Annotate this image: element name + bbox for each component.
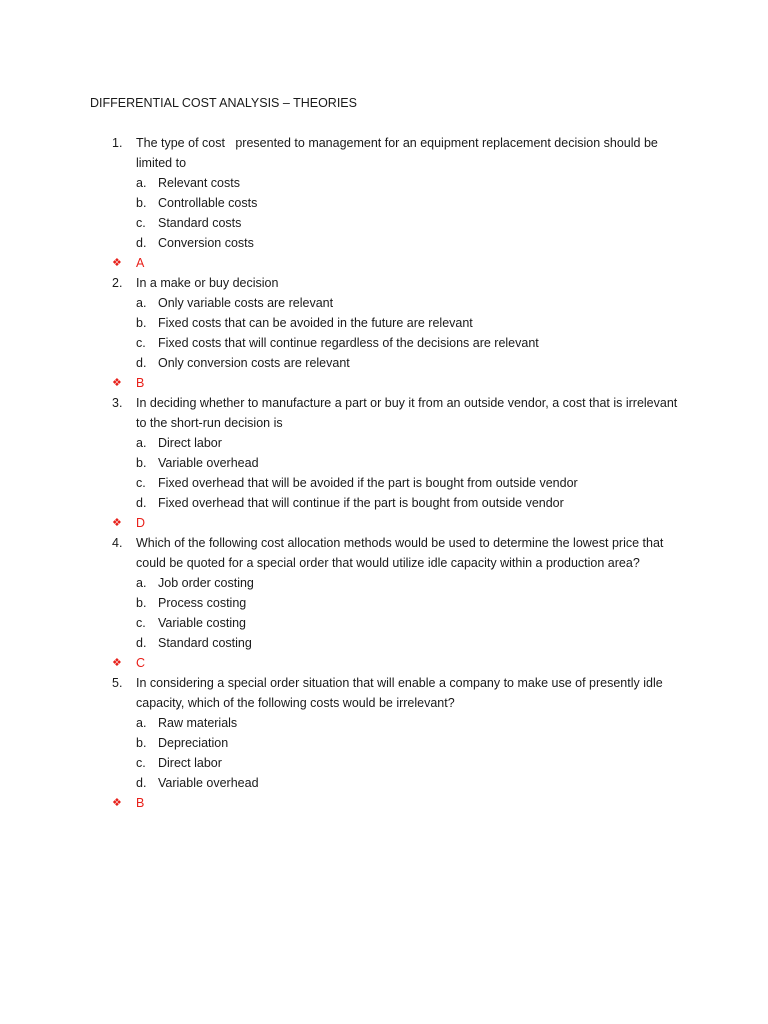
option-text: Process costing [158, 596, 247, 610]
option-a [0, 713, 768, 733]
answer-text: B [136, 376, 145, 390]
option-c [0, 613, 768, 633]
option-d [0, 773, 768, 793]
option-letter: b. [136, 736, 147, 750]
option-text: Standard costs [158, 216, 242, 230]
answer-text: A [136, 256, 145, 270]
option-d [0, 233, 768, 253]
diamond-bullet-icon: ❖ [112, 257, 122, 269]
option-text: Standard costing [158, 636, 252, 650]
option-text: Variable costing [158, 616, 247, 630]
option-c [0, 473, 768, 493]
question-text: In considering a special order situation that will enable a company to make use of presently idle capacity, which of the following costs would be irrelevant? [136, 676, 663, 710]
question-2 [0, 273, 768, 393]
option-text: Only variable costs are relevant [158, 296, 334, 310]
question-list [0, 133, 768, 813]
option-c [0, 333, 768, 353]
option-list [0, 293, 768, 373]
option-letter: a. [136, 576, 147, 590]
question-number: 2. [112, 276, 123, 290]
question-text: Which of the following cost allocation methods would be used to determine the lowest price that could be quoted for a special order that would utilize idle capacity within a production area? [136, 536, 664, 570]
diamond-bullet-icon: ❖ [112, 377, 122, 389]
option-text: Fixed overhead that will be avoided if the part is bought from outside vendor [158, 476, 578, 490]
question-number: 1. [112, 136, 123, 150]
question-stem [0, 393, 768, 433]
option-letter: a. [136, 716, 147, 730]
option-b [0, 593, 768, 613]
option-b [0, 453, 768, 473]
option-letter: b. [136, 196, 147, 210]
option-c [0, 213, 768, 233]
question-stem [0, 273, 768, 293]
option-letter: c. [136, 336, 146, 350]
option-d [0, 353, 768, 373]
option-a [0, 573, 768, 593]
answer-text: D [136, 516, 146, 530]
option-letter: c. [136, 756, 146, 770]
question-stem [0, 673, 768, 713]
option-letter: d. [136, 636, 147, 650]
option-a [0, 433, 768, 453]
option-letter: d. [136, 356, 147, 370]
option-letter: b. [136, 596, 147, 610]
answer-line [0, 793, 768, 813]
answer-line [0, 253, 768, 273]
question-text: In a make or buy decision [136, 276, 279, 290]
question-number: 3. [112, 396, 123, 410]
question-stem [0, 533, 768, 573]
option-text: Fixed costs that can be avoided in the future are relevant [158, 316, 473, 330]
option-list [0, 173, 768, 253]
option-letter: d. [136, 236, 147, 250]
question-text: In deciding whether to manufacture a part or buy it from an outside vendor, a cost that is irrelevant to the short-run decision is [136, 396, 678, 430]
option-text: Relevant costs [158, 176, 240, 190]
option-d [0, 633, 768, 653]
option-b [0, 733, 768, 753]
question-1 [0, 133, 768, 273]
option-d [0, 493, 768, 513]
question-5 [0, 673, 768, 813]
option-text: Variable overhead [158, 456, 259, 470]
option-letter: a. [136, 436, 147, 450]
option-a [0, 293, 768, 313]
option-text: Direct labor [158, 436, 222, 450]
question-3 [0, 393, 768, 533]
option-letter: d. [136, 776, 147, 790]
option-letter: a. [136, 176, 147, 190]
question-stem [0, 133, 768, 173]
option-c [0, 753, 768, 773]
option-text: Job order costing [158, 576, 254, 590]
option-b [0, 193, 768, 213]
option-b [0, 313, 768, 333]
answer-line [0, 373, 768, 393]
option-letter: d. [136, 496, 147, 510]
option-letter: c. [136, 216, 146, 230]
option-text: Only conversion costs are relevant [158, 356, 350, 370]
option-list [0, 713, 768, 793]
question-number: 5. [112, 676, 123, 690]
option-letter: c. [136, 616, 146, 630]
option-letter: a. [136, 296, 147, 310]
question-4 [0, 533, 768, 673]
diamond-bullet-icon: ❖ [112, 797, 122, 809]
option-text: Conversion costs [158, 236, 254, 250]
option-text: Raw materials [158, 716, 238, 730]
option-text: Variable overhead [158, 776, 259, 790]
option-letter: b. [136, 316, 147, 330]
option-letter: b. [136, 456, 147, 470]
document-title: DIFFERENTIAL COST ANALYSIS – THEORIES [90, 96, 357, 110]
answer-text: B [136, 796, 145, 810]
option-text: Depreciation [158, 736, 229, 750]
answer-text: C [136, 656, 146, 670]
option-text: Controllable costs [158, 196, 258, 210]
question-text: The type of cost presented to management for an equipment replacement decision should be limited to [136, 136, 662, 170]
option-list [0, 573, 768, 653]
diamond-bullet-icon: ❖ [112, 657, 122, 669]
option-list [0, 433, 768, 513]
diamond-bullet-icon: ❖ [112, 517, 122, 529]
option-a [0, 173, 768, 193]
option-text: Direct labor [158, 756, 222, 770]
option-text: Fixed costs that will continue regardless of the decisions are relevant [158, 336, 539, 350]
option-text: Fixed overhead that will continue if the part is bought from outside vendor [158, 496, 564, 510]
option-letter: c. [136, 476, 146, 490]
question-number: 4. [112, 536, 123, 550]
answer-line [0, 513, 768, 533]
answer-line [0, 653, 768, 673]
